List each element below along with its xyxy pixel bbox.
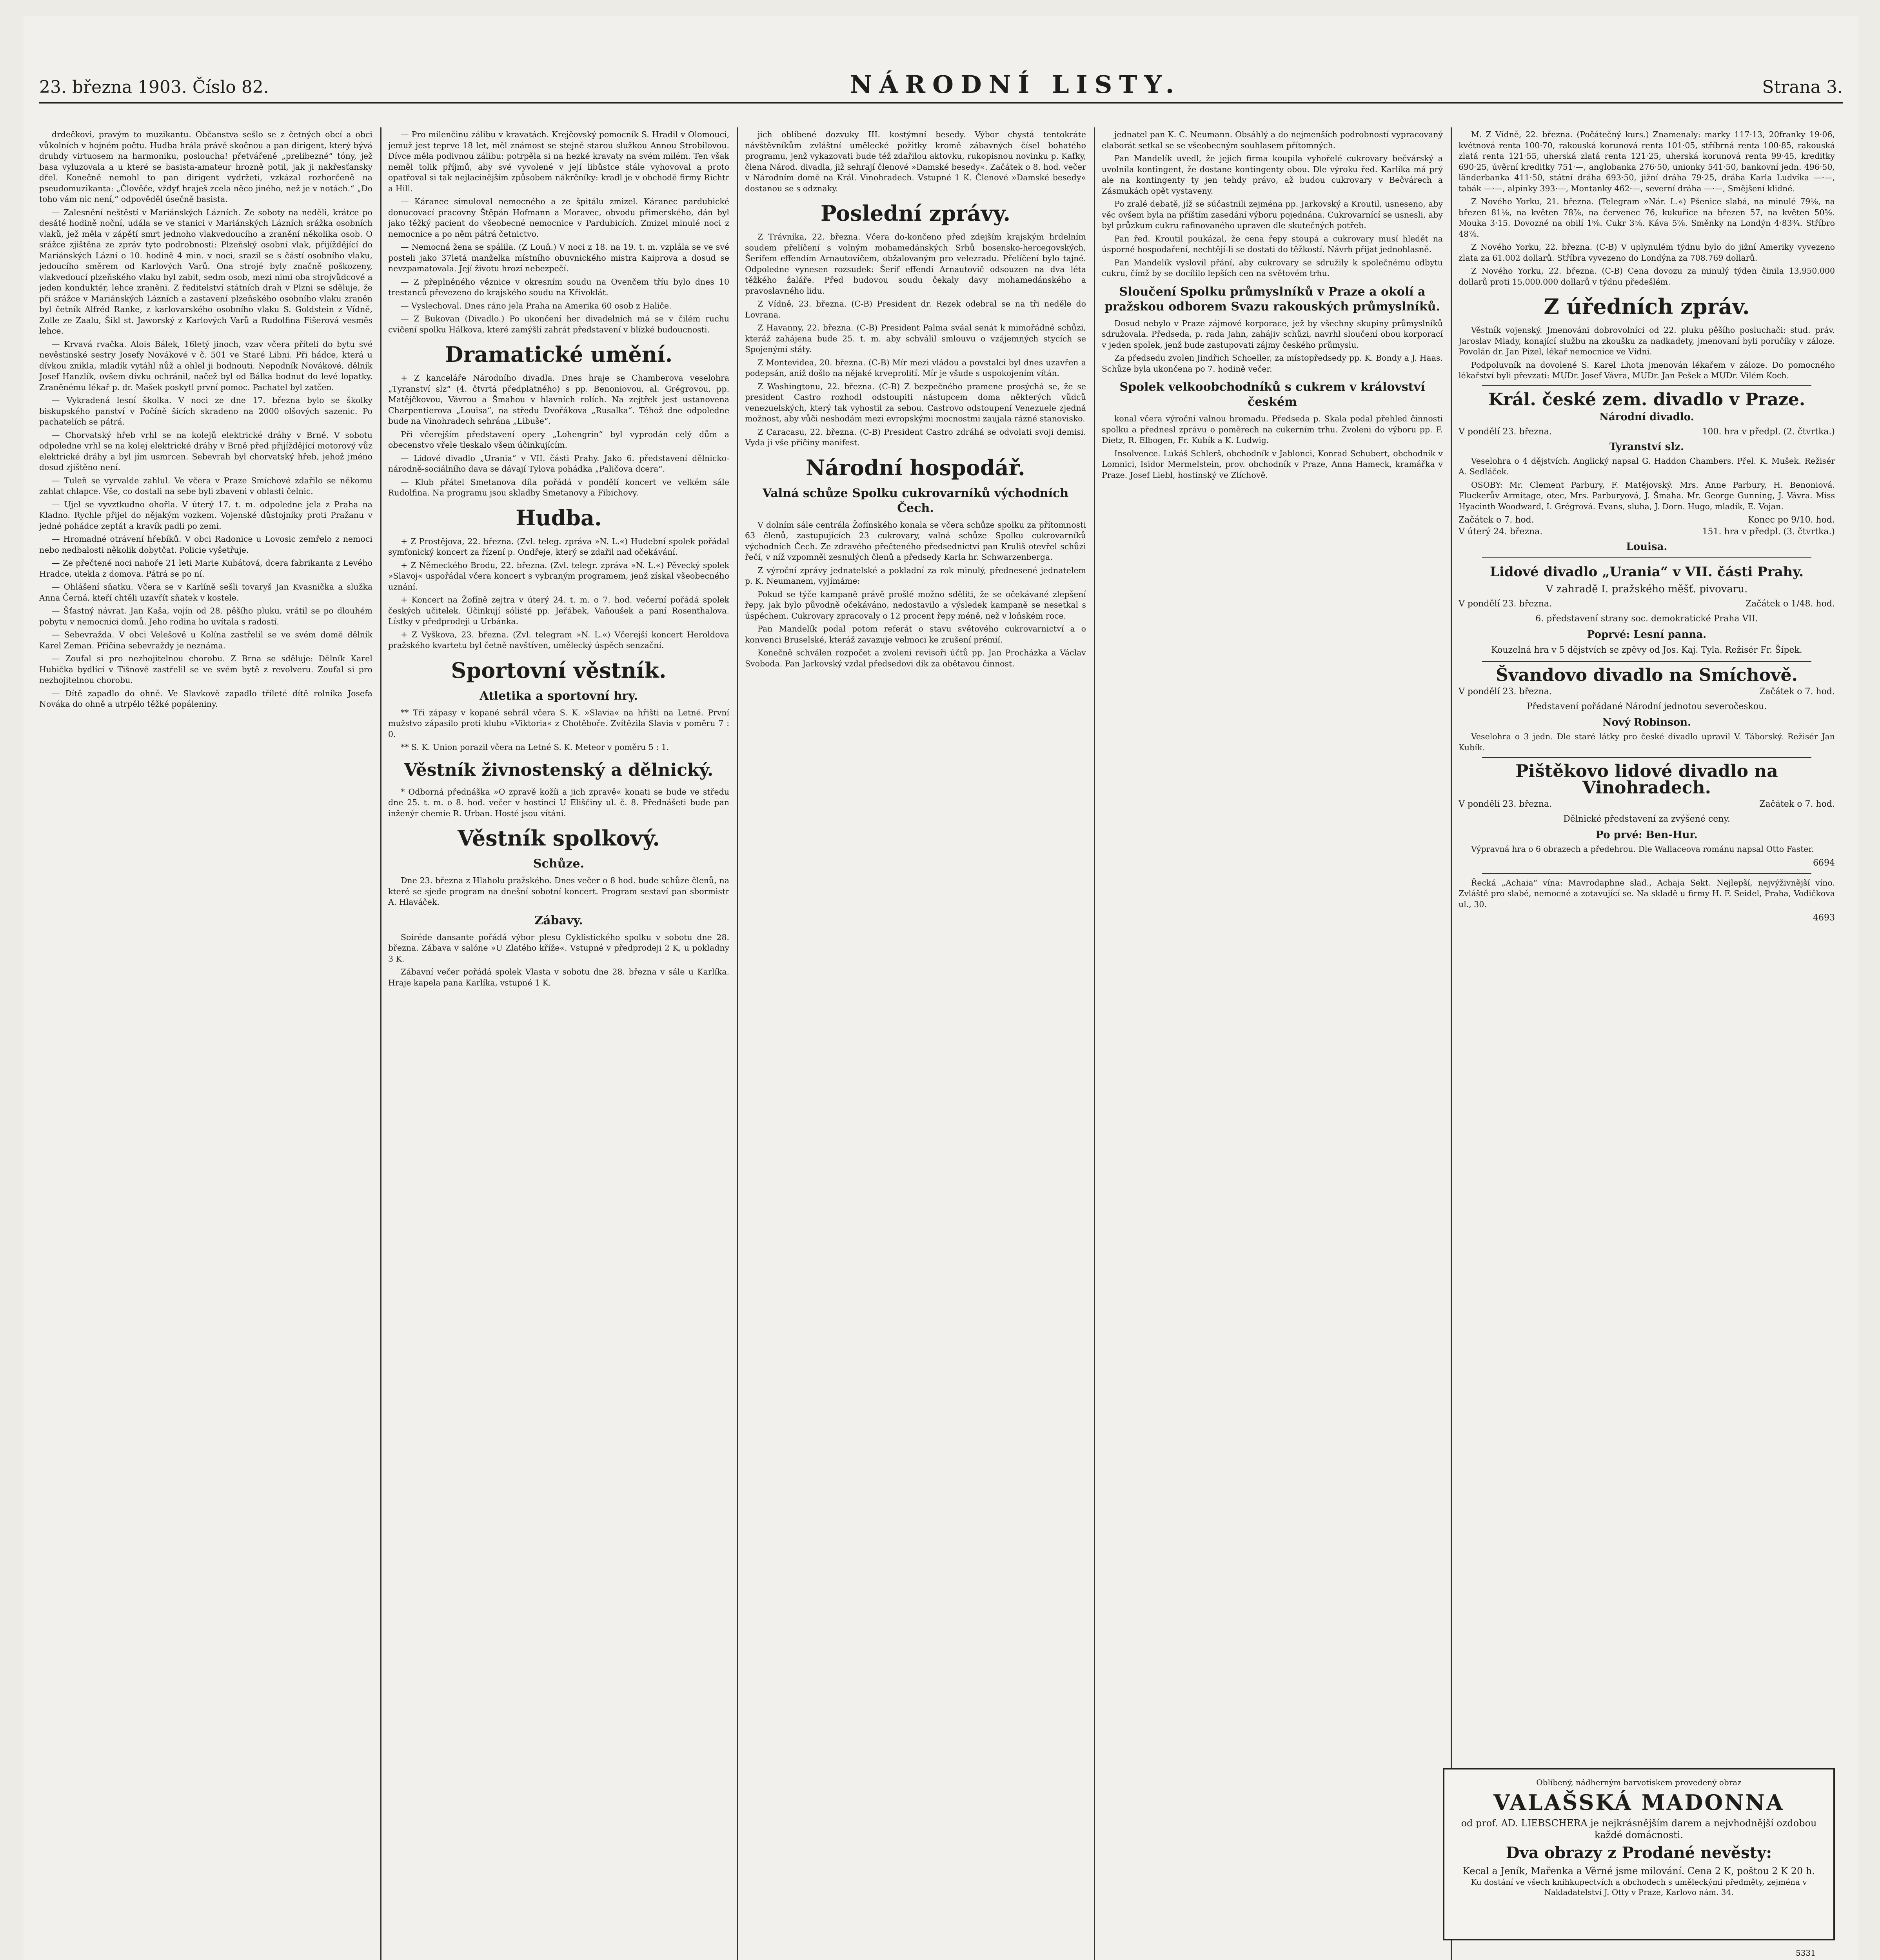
section-heading-hudba: Hudba. [516, 505, 602, 530]
article-paragraph: Z Nového Yorku, 22. března. (C-B) V uplynulém týdnu bylo do jižní Ameriky vyvezeno zlata za 61.002 dollarů. Stříbra vyvezeno do Londýna za 708.769 dollarů. [1459, 242, 1835, 263]
article-paragraph: + Z Prostějova, 22. března. (Zvl. teleg. zpráva »N. L.«) Hudební spolek pořádal symfonický koncert za řízení p. Ondřeje, který se zdařil nad očekávání. [388, 536, 729, 557]
article-paragraph: konal včera výroční valnou hromadu. Předseda p. Skala podal přehled činnosti spolku a přednesl zprávu o poměrech na cukerním trhu. Zvoleni do výboru pp. F. Dietz, R. Elbogen, Fr. Kubík a K. Ludwig. [1102, 414, 1443, 445]
divider [1482, 757, 1811, 758]
wine-advertisement: Řecká „Achaia“ vína: Mavrodaphne slad., Achaja Sekt. Nejlepší, nejvýživnější víno. Zvláště pro slabé, nemocné a zotavující se. Na skladě u firmy H. F. Seidel, Praha, Vodičkova ul., 30. [1459, 878, 1835, 909]
start-time: Začátek o 1/48. hod. [1745, 599, 1835, 609]
article-paragraph: Z Montevidea, 20. března. (C-B) Mír mezi vládou a povstalci byl dnes uzavřen a podepsán, aniž došlo na nějaké krveprolití. Mír je všude s uspokojením vítán. [745, 358, 1086, 378]
article-paragraph: Podpoluvník na dovolené S. Karel Lhota jmenován lékařem v záloze. Do pomocného lékařství byli převzati: MUDr. Josef Vávra, MUDr. Jan Pešek a MUDr. Vilém Koch. [1459, 360, 1835, 380]
subsection-heading: Spolek velkoobchodníků s cukrem v království českém [1119, 380, 1425, 409]
article-paragraph: Z Nového Yorku, 21. března. (Telegram »Nár. L.«) Pšenice slabá, na minulé 79⅛, na březen 81⅛, na květen 78⅞, na červenec 76, kukuřice na březen 57, na květen 50⅝. Mouka 3·15. Dovozné na obilí 1⅝. Cukr 3⅝. Káva 5⅞. Směnky na Londýn 4·83¾. Stříbro 48⅞. [1459, 197, 1835, 239]
article-paragraph: Z Nového Yorku, 22. března. (C-B) Cena dovozu za minulý týden činila 13,950.000 dollarů proti 15,000.000 dollarů v týdnu předešlém. [1459, 266, 1835, 287]
article-paragraph: + Z Německého Brodu, 22. března. (Zvl. telegr. zpráva »N. L.«) Pěvecký spolek »Slavoj« uspořádal včera koncert s vybraným programem, jenž získal všeobecného uznání. [388, 560, 729, 592]
article-paragraph: — Dítě zapadlo do ohně. Ve Slavkově zapadlo tříleté dítě rolníka Josefa Nováka do ohně a utrpělo těžké popáleniny. [39, 688, 372, 709]
article-paragraph: + Z kanceláře Národního divadla. Dnes hraje se Chamberova veselohra „Tyranství slz“ (4. čtvrtá předplatného) s pp. Benoniovou, al. Grégrovou, pp. Matějčkovou, Vávrou a Šmahou v hlavních rolích. Na zejtřek jest ustanovena Charpentierova „Louisa“, na středu Dvořákova „Rusalka“. Téhož dne odpoledne bude na Vinohradech sehrána „Libuše“. [388, 373, 729, 426]
article-paragraph: ** S. K. Union porazil včera na Letné S. K. Meteor v poměru 5 : 1. [401, 742, 669, 752]
ad-text: od prof. AD. LIEBSCHERA je nejkrásnějším darem a nejvhodnější ozdobou každé domácnosti. [1461, 1818, 1817, 1840]
issue-date: 23. března 1903. Číslo 82. [39, 77, 269, 97]
article-paragraph: Dne 23. března z Hlaholu pražského. Dnes večer o 8 hod. bude schůze členů, na které se sjede program na dnešní sobotní koncert. Program sestaví pan sbormistr A. Hlaváček. [388, 876, 729, 907]
article-paragraph: Pan Mandelík podal potom referát o stavu světového cukrovarnictví a o konvenci Bruselské, kteráž zavazuje velmoci ke zrušení prémií. [745, 624, 1086, 644]
article-paragraph: Soiréde dansante pořádá výbor plesu Cyklistického spolku v sobotu dne 28. března. Zábava v salóne »U Zlatého kříže«. Vstupné v předprodeji 2 K, u pokladny 3 K. [388, 932, 729, 964]
column-rule [1094, 127, 1095, 1960]
start-time: Začátek o 7. hod. [1759, 799, 1835, 809]
ad-footer: Ku dostání ve všech knihkupectvích a obchodech s uměleckými předměty, zejména v Nakladatelství J. Otty v Praze, Karlovo nám. 34. [1471, 1877, 1807, 1897]
article-paragraph: Za předsedu zvolen Jindřich Schoeller, za místopředsedy pp. K. Bondy a J. Haas. Schůze byla ukončena po 7. hodině večer. [1102, 353, 1443, 374]
section-heading-trade: Věstník živnostenský a dělnický. [404, 760, 714, 780]
performance-row [1459, 426, 1835, 438]
start-time: Začátek o 7. hod. [1459, 515, 1534, 525]
column-rule [1451, 127, 1452, 1960]
performance-info: Dělnické představení za zvýšené ceny. [1563, 814, 1730, 824]
theatre-subheading: Národní divadlo. [1599, 411, 1694, 423]
play-title: Louisa. [1626, 541, 1667, 553]
article-paragraph: Z výroční zprávy jednatelské a pokladní za rok minulý, přednesené jednatelem p. K. Neumanem, vyjímáme: [745, 565, 1086, 586]
ad-reference-row [1459, 857, 1835, 869]
article-paragraph: Insolvence. Lukáš Schlerš, obchodník v Jablonci, Konrad Schubert, obchodník v Lomnici, Isidor Mermelstein, prov. obchodník v Praze, Anna Hameck, kramářka v Praze. Josef Liebl, hostinský ve Zlíchově. [1102, 448, 1443, 480]
article-paragraph: — Ze přečtené noci nahoře 21 leti Marie Kubátová, dcera fabrikanta z Levého Hradce, utekla z domova. Pátrá se po ní. [39, 558, 372, 579]
performance-day: V pondělí 23. března. [1459, 426, 1552, 437]
article-paragraph: Z Washingtonu, 22. března. (C-B) Z bezpečného pramene prosýchá se, že se president Castro rozhodl odstoupiti nástupcem doma některých vůdců venezuelských, který tak vyhostil za sebou. Castrovo odstoupení Venezuele zjedná možnost, aby vůči neshodám mezi evropskými mocnostmi zaujala rázné stanovisko. [745, 381, 1086, 423]
subsection-heading: Sloučení Spolku průmyslníků v Praze a okolí a pražskou odborem Svazu rakouských průmyslníků. [1104, 285, 1440, 314]
ad-number: 5331 [1796, 1948, 1816, 1958]
performance-day: V pondělí 23. března. [1459, 799, 1552, 809]
article-paragraph: — Hromadné otrávení hřebíků. V obci Radonice u Lovosic zemřelo z nemoci nebo nedbalosti několik dobytčat. Policie vyšetřuje. [39, 534, 372, 555]
column-1 [39, 129, 372, 1960]
performance-row [1459, 526, 1835, 538]
performance-day: V pondělí 23. března. [1459, 599, 1552, 609]
article-paragraph: — Zalesnění neštěstí v Mariánských Lázních. Ze soboty na neděli, krátce po desáté hodině noční, udála se ve stanici v Mariánských Lázních srážka osobních vlaků, jež měla v zápětí smrt jednoho vlakvedoucího a zranění několika osob. O srážce zjištěna ze zpráv tyto podrobnosti: Plzeňský osobní vlak, přijíždějící do Mariánských Lázní o 10. hodině 4 min. v noci, srazil se s částí osobního vlaku, jedoucího směrem od Karlových Varů. Ona strojé byly značně poškozeny, vlakvedoucí plzeňského vlaku byl zabit, sedm osob, mezi nimi oba strojvůdcové a jeden konduktér, lehce zraněni. Z ředitelství státních drah v Plzni se sděluje, že při srážce v Mariánských Lázních a zastavení plzeňského osobního vlaku zraněn byl četník Alfréd Ranke, z karlovarského osobního vlaku S. Goldstein z Vídně, Zolle ze Zaalu, Šikl st. Jaworský z Karlových Varů a Rudolfina Fišerová vesměs lehce. [39, 207, 372, 336]
article-paragraph: — Klub přátel Smetanova díla pořádá v pondělí koncert ve velkém sále Rudolfina. Na programu jsou skladby Smetanovy a Fibichovy. [388, 477, 729, 497]
article-paragraph: Z Havanny, 22. března. (C-B) President Palma sváal senát k mimořádné schůzi, kteráž zahájena bude 25. t. m. aby schválil smlouvu o vzájemných stycích se Spojenými státy. [745, 323, 1086, 354]
madonna-advertisement [1443, 1768, 1835, 1940]
performance-day: V úterý 24. března. [1459, 527, 1543, 537]
divider [1482, 873, 1811, 874]
end-time: Konec po 9/10. hod. [1748, 515, 1835, 525]
article-paragraph: ** Tři zápasy v kopané sehrál včera S. K. »Slavia« na hřišti na Letné. První mužstvo zápasilo proti klubu »Viktoria« z Chotěboře. Zvítězila Slavia v poměru 7 : 0. [388, 708, 729, 739]
article-paragraph: Pan řed. Kroutil poukázal, že cena řepy stoupá a cukrovary musí hledět na úsporné hospodaření, nechtějí-li se dostati do těžkostí. Návrh přijat jednohlasně. [1102, 234, 1443, 254]
performance-row [1459, 799, 1835, 810]
ad-number: 4693 [1813, 913, 1835, 923]
article-paragraph: Zábavní večer pořádá spolek Vlasta v sobotu dne 28. března v sále u Karlíka. Hraje kapela pana Karlíka, vstupné 1 K. [388, 967, 729, 987]
page-header [39, 67, 1843, 104]
start-time: Začátek o 7. hod. [1759, 687, 1835, 697]
article-paragraph: — Krvavá rvačka. Alois Bálek, 16letý jinoch, vzav včera příteli do bytu své nevěstinské sestry Josefy Novákové v č. 501 ve Staré Libni. Při hádce, která u dívkou znikla, mladík vytáhl nůž a ohlel ji bodnouti. Nepodník Novákové, dělník Josef Hanzlík, ovšem dívku ochránil, načež byl od Bálka bodnut do levé lopatky. Zraněnému lékař p. dr. Mašek poskytl první pomoc. Pachatel byl zatčen. [39, 339, 372, 392]
subsection-heading: Valná schůze Spolku cukrovarníků východních Čech. [762, 486, 1069, 515]
column-4 [1102, 129, 1443, 1960]
ad-intro: Oblíbený, nádherným barvotiskem provedený obraz [1536, 1778, 1742, 1787]
article-paragraph: — Z přeplněného věznice v okresním soudu na Ovenčem tříu bylo dnes 10 trestanců převezeno do krajského soudu na Křivoklát. [388, 277, 729, 297]
article-paragraph: drdečkovi, pravým to muzikantu. Občanstva sešlo se z četných obcí a obci vůkolních v hojném počtu. Hudba hrála právě skočnou a pan dirigent, který bývá druhdy virtuosem na harmoniku, posloucha! přetvářeně „prelibezné“ tóny, jež basa vyluzovala a u které se basista-amateur hrozně potil, jak ji nakřesťansky dřel. Konečně nemohl to pan dirigent vydržeti, vzkázal rozhorčeně na pseudomuzikanta: „Člověče, vždyť hraješ zcela něco jiného, než je v notách.“ „Do toho vám nic není,“ odpověděl úsečně basista. [39, 130, 372, 204]
article-paragraph: — Tuleň se vyrvalde zahlul. Ve včera v Praze Smíchové zdařilo se někomu zahlat chlapce. Vše, co dostali na sebe byli zbaveni v oblasti čelnic. [39, 475, 372, 496]
article-paragraph: — Pro milenčinu zálibu v kravatách. Krejčovský pomocník S. Hradil v Olomouci, jemuž jest teprve 18 let, měl známost se stejně starou služkou Annou Strobilovou. Dívce měla podivnou zálibu: potrpěla si na hezké kravaty na svém milém. Ten však neměl tolik příjmů, aby své vyvolené v její libůstce stále vyhovoval a proto opatřoval si tak nejlacinějším způsobem nákrčníky: kradl je v obchodě firmy Richtr a Hill. [388, 130, 729, 193]
article-paragraph: jich oblíbené dozvuky III. kostýmní besedy. Výbor chystá tentokráte návštěvníkům zvláštní umělecké požitky kromě zábavných čísel bohatého programu, jenž vykazovati bude též zdařilou aktovku, rukopisnou novinku p. Kafky, člena Národ. divadla, již sehrají členové »Damské besedy«. Začátek o 8. hod. večer v Národním domě na Král. Vinohradech. Vstupné 1 K. Členové »Damské besedy« dostanou se s odznaky. [745, 130, 1086, 193]
article-paragraph: jednatel pan K. C. Neumann. Obsáhlý a do nejmenších podrobností vypracovaný elaborát setkal se se všeobecným souhlasem přítomných. [1102, 130, 1443, 150]
column-3 [745, 129, 1086, 1960]
masthead-title: NÁRODNÍ LISTY. [850, 70, 1181, 99]
ad-subheadline: Dva obrazy z Prodané nevěsty: [1506, 1844, 1772, 1862]
article-paragraph: — Ohlášení sňatku. Včera se v Karlíně sešli tovaryš Jan Kvasnička a služka Anna Černá, kteří chtěli uzavřít sňatek v kostele. [39, 582, 372, 603]
subsection-heading: Atletika a sportovní hry. [480, 689, 638, 703]
subsection-heading: Schůze. [533, 857, 585, 871]
column-rule [737, 127, 738, 1960]
section-heading-latest: Poslední zprávy. [821, 201, 1010, 226]
article-paragraph: * Odborná přednáška »O zpravě kožíi a jich zpravě« konati se bude ve středu dne 25. t. m. o 8. hod. večer v hostinci U Eliščiny ul. č. 8. Přednášeti bude pan inženýr chemie R. Urban. Hosté jsou vítáni. [388, 787, 729, 818]
theatre-heading: Švandovo divadlo na Smíchově. [1496, 665, 1798, 685]
column-5 [1459, 129, 1835, 1760]
article-paragraph: Při včerejším představení opery „Lohengrin“ byl vyprodán celý dům a obecenstvo vřele tleskalo všem účinkujícím. [388, 429, 729, 450]
article-paragraph: — Sebevražda. V obci Velešově u Kolína zastřelil se ve svém domě dělník Karel Zeman. Příčina sebevraždy je neznáma. [39, 630, 372, 650]
article-paragraph: — Káranec simuloval nemocného a ze špitálu zmizel. Káranec pardubické donucovací pracovny Štěpán Hofmann a Moravec, obvodu přimerského, dán byl jako těžký pacient do všeobecné nemocnice v Pardubicích. Zmizel minulé noci z nemocnice a po něm pátrá četnictvo. [388, 197, 729, 239]
divider [1482, 385, 1811, 386]
article-paragraph: Dosud nebylo v Praze zájmové korporace, jež by všechny skupiny průmyslníků sdružovala. Předseda, p. rada Jahn, zahájiv schůzi, navrhl sloučení obou korporací v jeden spolek, jenž bude zastupovati zájmy českého průmyslu. [1102, 318, 1443, 350]
performance-day: V pondělí 23. března. [1459, 687, 1552, 697]
play-description: Veselohra o 4 dějstvích. Anglický napsal G. Haddon Chambers. Přel. K. Mušek. Režisér A. Sedláček. [1459, 456, 1835, 476]
article-paragraph: — Vyslechoval. Dnes ráno jela Praha na Amerika 60 osob z Haliče. [401, 301, 672, 310]
theatre-heading: Král. české zem. divadlo v Praze. [1488, 389, 1806, 410]
article-paragraph: Z Caracasu, 22. března. (C-B) President Castro zdráhá se odvolati svoji demisi. Vyda ji vše příčiny manifest. [745, 427, 1086, 447]
article-paragraph: — Ujel se vyvztkudno ohořla. V úterý 17. t. m. odpoledne jela z Praha na Kladno. Rychle přijel do nějakým vozkem. Vojenské důstojníky proti Pražanu v jedné pohádce zeptát a kravík padli po zemi. [39, 499, 372, 531]
play-title: Tyranství slz. [1609, 441, 1684, 453]
theatre-heading: Lidové divadlo „Urania“ v VII. části Prahy. [1489, 564, 1804, 580]
article-paragraph: + Koncert na Žofíně zejtra v úterý 24. t. m. o 7. hod. večerní pořádá spolek českých učitelek. Účinkují sólisté pp. Jeřábek, Vaňoušek a paní Rosenthalova. Lístky v předprodeji u Urbánka. [388, 595, 729, 626]
ad-number: 6694 [1813, 858, 1835, 868]
column-rule [380, 127, 381, 1960]
ad-reference-row [1459, 912, 1835, 924]
article-paragraph: — Vykradená lesní školka. V noci ze dne 17. března bylo se školky biskupského panství v Počíně šicích skradeno na 2000 olšových sazenic. Po pachatelích se pátrá. [39, 396, 372, 426]
performance-row [1459, 598, 1835, 610]
section-heading-clubs: Věstník spolkový. [457, 826, 660, 851]
article-paragraph: — Z Bukovan (Divadlo.) Po ukončení her divadelních má se v čilém ruchu cvičení spolku Hálkova, které zamýšlí zahrát představení v blízké budoucnosti. [388, 314, 729, 334]
article-paragraph: Z Vídně, 23. března. (C-B) President dr. Rezek odebral se na tři neděle do Lovrana. [745, 299, 1086, 319]
theatre-location: V zahradě I. pražského měšť. pivovaru. [1546, 583, 1748, 595]
article-paragraph: Věstník vojenský. Jmenováni dobrovolníci od 22. pluku pěšího posluchači: stud. práv. Jaroslav Mlady, konající službu na zkoušku za nadkadety, jmenovaní byli poručíky v záloze. Povolán dr. Jan Pizel, lékař nemocnice ve Vídni. [1459, 325, 1835, 356]
divider [1482, 661, 1811, 662]
article-paragraph: — Chorvatský hřeb vrhl se na kolejů elektrické dráhy v Brně. V sobotu odpoledne vrhl se na kolej elektrické dráhy v Brně před přijíždějící motorový vůz elektrické dráhy a byl jím usmrcen. Sebevrah byl chorvatský hřeb, jehož jméno dosud zjištěno není. [39, 430, 372, 472]
article-paragraph: Pan Mandelík uvedl, že jejich firma koupila vyhořelé cukrovary bečvárský a uvolnila kontingent, že dostane kontingenty obou. Dle výroku řed. Karlíka má prý ale na kontingenty ty jen tehdy právo, až budou cukrovary v Bečvárech a Zásmukách opět vystaveny. [1102, 154, 1443, 196]
divider [1482, 557, 1811, 558]
section-heading-drama: Dramatické umění. [445, 342, 673, 367]
performance-row [1459, 686, 1835, 698]
article-paragraph: Konečně schválen rozpočet a zvoleni revisoři účtů pp. Jan Procházka a Václav Svoboda. Pan Jarkovský vzdal předsedovi dík za obětavou činnost. [745, 648, 1086, 668]
play-description: Výpravná hra o 6 obrazech a předehrou. Dle Wallaceova románu napsal Otto Faster. [1471, 844, 1814, 854]
play-description: Kouzelná hra v 5 dějstvích se zpěvy od Jos. Kaj. Tyla. Režisér Fr. Šípek. [1491, 645, 1802, 655]
performance-row [1459, 514, 1835, 526]
performance-info: 100. hra v předpl. (2. čtvrtka.) [1702, 426, 1835, 437]
page-number: Strana 3. [1762, 77, 1843, 97]
article-paragraph: M. Z Vídně, 22. března. (Počátečný kurs.) Znamenaly: marky 117·13, 20franky 19·06, kvétnová renta 100·70, rakouská korunová renta 101·05, stříbrná renta 100·85, rakouská zlatá renta 121·55, uherská zlatá renta 121·25, uherská korunová renta 99·45, kreditky 690·25, úvěrní kreditky 751·—, anglobanka 276·50, unionky 541·50, bankovní jedn. 496·50, länderbanka 411·50, státní dráha 693·50, jižní dráha 79·25, dráha Karla Ludvíka —·—, tabák —·—, alpinky 393·—, Montanky 462·—, severní dráha —·—, Smějšení klidné. [1459, 130, 1835, 193]
article-paragraph: — Zoufal si pro nezhojitelnou chorobu. Z Brna se sděluje: Dělník Karel Hubička bydlící v Tišnově zastřelil se ve svém bytě z revolveru. Zoufal si pro nezhojitelnou chorobu. [39, 654, 372, 685]
article-paragraph: Pokud se týče kampaně právě prošlé možno sděliti, že se očekávané zlepšení řepy, jak bylo původně očekáváno, nedostavilo a výsledek kampaně se nesetkal s úspěchem. Cukrovary zpracovaly o 12 procent řepy méně, než v loňském roce. [745, 589, 1086, 621]
article-paragraph: Pan Mandelík vyslovil přání, aby cukrovary se sdružily k společnému odbytu cukru, čímž by se docílilo lepších cen na světovém trhu. [1102, 258, 1443, 278]
play-cast: OSOBY: Mr. Clement Parbury, F. Matějovský. Mrs. Anne Parbury, H. Benoniová. Fluckerův Armitage, otec, Mrs. Parburyová, J. Šmaha. Mr. George Gunning, J. Vávra. Miss Hyacinth Woodward, I. Grégrová. Evans, sluha, J. Dorn. Hugo, mladík, E. Vojan. [1459, 480, 1835, 511]
section-heading-economy: Národní hospodář. [806, 455, 1025, 480]
section-heading-official: Z úředních zpráv. [1544, 294, 1750, 319]
section-heading-sport: Sportovní věstník. [451, 657, 667, 683]
play-title: Nový Robinson. [1602, 717, 1691, 728]
article-paragraph: V dolním sále centrála Žofínského konala se včera schůze spolku za přítomnosti 63 členů, zastupujících 23 cukrovary, valná schůze Spolku cukrovarníků východních Čech. Ze zdravého přečteného předsednictví pan Kruliš otevřel schůzi řečí, v níž vzpomněl zesnulých členů a předsedy Karla hr. Schwarzenberga. [745, 520, 1086, 562]
article-paragraph: Po zralé debatě, jíž se súčastnili zejména pp. Jarkovský a Kroutil, usneseno, aby věc ovšem byla na příštím zasedání výboru pojednána. Cukrovarnící se usnesli, aby byl průzkum cukru rafinovaného upraven dle skutečných potřeb. [1102, 199, 1443, 230]
article-paragraph: — Lidové divadlo „Urania“ v VII. části Prahy. Jako 6. představení dělnicko-národně-sociálního dava se dávají Tylova pohádka „Paličova dcera“. [388, 453, 729, 474]
subsection-heading: Zábavy. [534, 913, 583, 927]
article-paragraph: — Šťastný návrat. Jan Kaša, vojín od 28. pěšího pluku, vrátil se po dlouhém pobytu v nemocnici domů. Jeho rodina ho uvítala s radostí. [39, 606, 372, 626]
ad-headline: VALAŠSKÁ MADONNA [1493, 1790, 1784, 1815]
article-paragraph: — Nemocná žena se spálila. (Z Louň.) V noci z 18. na 19. t. m. vzplála se ve své posteli jako 37letá manželka místního obuvnického mistra Kaiprova a dosud se nevzpamatovala. Její životu hrozí nebezpečí. [388, 242, 729, 273]
ad-text: Kecal a Jeník, Mařenka a Věrné jsme milování. Cena 2 K, poštou 2 K 20 h. [1463, 1866, 1815, 1877]
theatre-heading: Pištěkovo lidové divadlo na Vinohradech. [1515, 761, 1778, 798]
performance-info: 151. hra v předpl. (3. čtvrtka.) [1702, 527, 1835, 537]
play-description: Veselohra o 3 jedn. Dle staré látky pro české divadlo upravil V. Táborský. Režisér Jan Kubík. [1459, 732, 1835, 752]
play-title: Poprvé: Lesní panna. [1587, 629, 1707, 641]
newspaper-page [24, 16, 1858, 1960]
performance-info: Představení pořádané Národní jednotou severočeskou. [1526, 702, 1767, 711]
play-title: Po prvé: Ben-Hur. [1596, 829, 1698, 841]
performance-info: 6. představení strany soc. demokratické Praha VII. [1535, 614, 1758, 624]
column-2 [388, 129, 729, 1960]
article-paragraph: + Z Vyškova, 23. března. (Zvl. telegram »N. L.«) Včerejší koncert Heroldova pražského kvartetu byl četně navštíven, umělecký úspěch senzační. [388, 630, 729, 650]
article-paragraph: Z Trávníka, 22. března. Včera do-končeno před zdejším krajským hrdelním soudem přelíčení s volným mohamedánských Srbů bosensko-hercegovských, Šerifem effendím Arnautovičem, obžalovaným pro velezradu. Přelíčení bylo tajné. Odpoledne vynesen rozsudek: Šerif effendi Arnautovič odsouzen na dva léta těžkého žaláře. Před budovou soudu čekaly davy mohamedánského a pravoslavného lidu. [745, 232, 1086, 296]
